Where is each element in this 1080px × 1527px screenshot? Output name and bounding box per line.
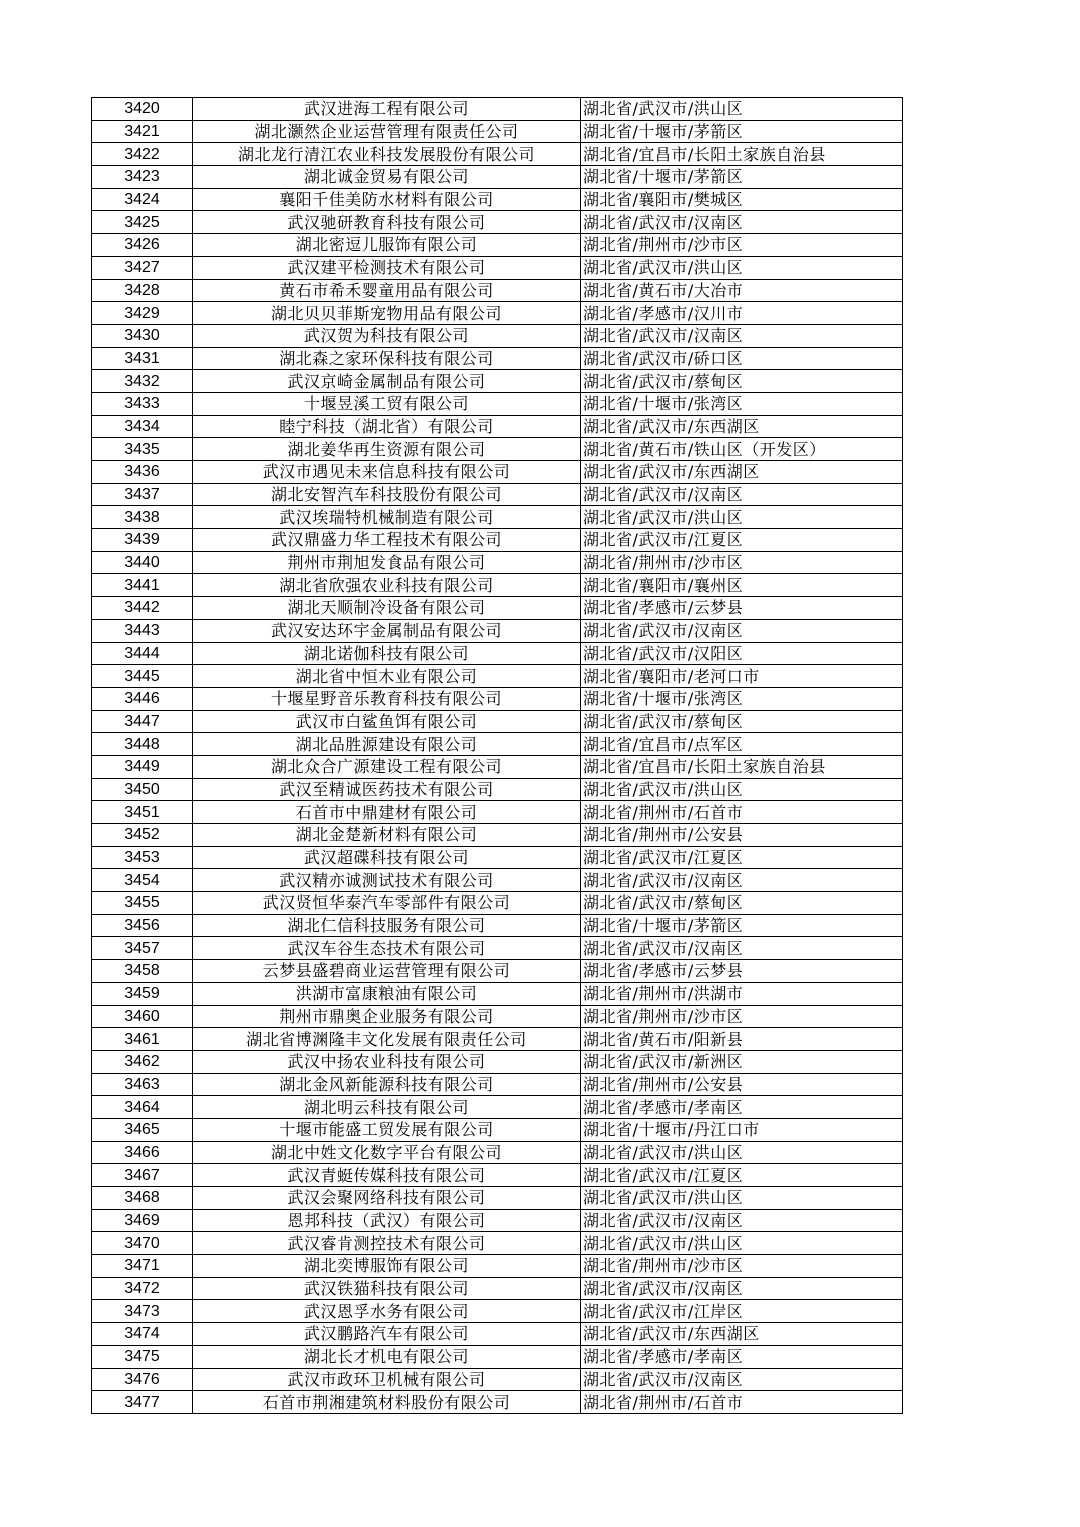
table-row xyxy=(92,143,903,166)
row-number: 3476 xyxy=(92,1368,193,1391)
row-number: 3432 xyxy=(92,370,193,393)
company-name: 湖北诺伽科技有限公司 xyxy=(193,642,581,665)
company-region: 湖北省/荆州市/沙市区 xyxy=(581,551,903,574)
company-name: 武汉会聚网络科技有限公司 xyxy=(193,1187,581,1210)
company-region: 湖北省/武汉市/江夏区 xyxy=(581,529,903,552)
company-region: 湖北省/武汉市/江夏区 xyxy=(581,846,903,869)
row-number: 3441 xyxy=(92,574,193,597)
table-row xyxy=(92,574,903,597)
table-row xyxy=(92,1323,903,1346)
row-number: 3459 xyxy=(92,982,193,1005)
company-region: 湖北省/武汉市/洪山区 xyxy=(581,98,903,121)
company-region: 湖北省/十堰市/茅箭区 xyxy=(581,166,903,189)
company-name: 湖北奕博服饰有限公司 xyxy=(193,1255,581,1278)
row-number: 3461 xyxy=(92,1028,193,1051)
company-region: 湖北省/武汉市/汉阳区 xyxy=(581,642,903,665)
company-region: 湖北省/孝感市/云梦县 xyxy=(581,960,903,983)
row-number: 3455 xyxy=(92,892,193,915)
company-region: 湖北省/武汉市/新洲区 xyxy=(581,1050,903,1073)
company-name: 武汉贤恒华泰汽车零部件有限公司 xyxy=(193,892,581,915)
company-name: 湖北森之家环保科技有限公司 xyxy=(193,347,581,370)
company-name: 武汉中扬农业科技有限公司 xyxy=(193,1050,581,1073)
table-row xyxy=(92,461,903,484)
company-region: 湖北省/武汉市/汉南区 xyxy=(581,1277,903,1300)
row-number: 3447 xyxy=(92,710,193,733)
company-name: 十堰昱溪工贸有限公司 xyxy=(193,392,581,415)
row-number: 3424 xyxy=(92,188,193,211)
table-row xyxy=(92,937,903,960)
company-table xyxy=(91,97,903,1414)
table-row xyxy=(92,347,903,370)
company-name: 湖北金楚新材料有限公司 xyxy=(193,824,581,847)
company-name: 恩邦科技（武汉）有限公司 xyxy=(193,1209,581,1232)
company-region: 湖北省/黄石市/铁山区（开发区） xyxy=(581,438,903,461)
company-name: 武汉市白鲨鱼饵有限公司 xyxy=(193,710,581,733)
company-name: 武汉安达环宇金属制品有限公司 xyxy=(193,619,581,642)
row-number: 3453 xyxy=(92,846,193,869)
company-region: 湖北省/武汉市/江夏区 xyxy=(581,1164,903,1187)
table-row xyxy=(92,619,903,642)
company-name: 武汉驰研教育科技有限公司 xyxy=(193,211,581,234)
row-number: 3422 xyxy=(92,143,193,166)
company-name: 武汉铁猫科技有限公司 xyxy=(193,1277,581,1300)
table-row xyxy=(92,1345,903,1368)
row-number: 3427 xyxy=(92,256,193,279)
row-number: 3448 xyxy=(92,733,193,756)
table-row xyxy=(92,438,903,461)
company-name: 武汉进海工程有限公司 xyxy=(193,98,581,121)
table-row xyxy=(92,392,903,415)
company-name: 十堰市能盛工贸发展有限公司 xyxy=(193,1118,581,1141)
company-region: 湖北省/武汉市/汉南区 xyxy=(581,1368,903,1391)
row-number: 3466 xyxy=(92,1141,193,1164)
company-region: 湖北省/武汉市/汉南区 xyxy=(581,1209,903,1232)
company-region: 湖北省/荆州市/洪湖市 xyxy=(581,982,903,1005)
table-row xyxy=(92,1073,903,1096)
table-row xyxy=(92,1391,903,1414)
row-number: 3442 xyxy=(92,597,193,620)
company-name: 湖北明云科技有限公司 xyxy=(193,1096,581,1119)
table-row xyxy=(92,1118,903,1141)
table-row xyxy=(92,529,903,552)
table-row xyxy=(92,1028,903,1051)
table-row xyxy=(92,1141,903,1164)
company-region: 湖北省/武汉市/汉南区 xyxy=(581,483,903,506)
table-row xyxy=(92,1096,903,1119)
company-name: 武汉贺为科技有限公司 xyxy=(193,324,581,347)
company-region: 湖北省/武汉市/洪山区 xyxy=(581,1232,903,1255)
table-row xyxy=(92,256,903,279)
company-name: 湖北省中恒木业有限公司 xyxy=(193,665,581,688)
company-region: 湖北省/武汉市/东西湖区 xyxy=(581,461,903,484)
company-name: 湖北龙行清江农业科技发展股份有限公司 xyxy=(193,143,581,166)
row-number: 3474 xyxy=(92,1323,193,1346)
row-number: 3445 xyxy=(92,665,193,688)
table-row xyxy=(92,1300,903,1323)
table-row xyxy=(92,1050,903,1073)
company-name: 湖北长才机电有限公司 xyxy=(193,1345,581,1368)
row-number: 3464 xyxy=(92,1096,193,1119)
row-number: 3450 xyxy=(92,778,193,801)
table-row xyxy=(92,1232,903,1255)
company-name: 武汉精亦诚测试技术有限公司 xyxy=(193,869,581,892)
row-number: 3467 xyxy=(92,1164,193,1187)
table-row xyxy=(92,710,903,733)
row-number: 3463 xyxy=(92,1073,193,1096)
table-row xyxy=(92,234,903,257)
company-name: 武汉睿肯测控技术有限公司 xyxy=(193,1232,581,1255)
table-row xyxy=(92,801,903,824)
row-number: 3449 xyxy=(92,755,193,778)
table-row xyxy=(92,1368,903,1391)
table-row xyxy=(92,1187,903,1210)
company-name: 武汉超碟科技有限公司 xyxy=(193,846,581,869)
company-region: 湖北省/武汉市/蔡甸区 xyxy=(581,710,903,733)
row-number: 3421 xyxy=(92,120,193,143)
company-name: 湖北贝贝菲斯宠物用品有限公司 xyxy=(193,302,581,325)
company-region: 湖北省/荆州市/公安县 xyxy=(581,824,903,847)
row-number: 3458 xyxy=(92,960,193,983)
row-number: 3451 xyxy=(92,801,193,824)
company-name: 湖北省博渊隆丰文化发展有限责任公司 xyxy=(193,1028,581,1051)
table-row xyxy=(92,1255,903,1278)
table-row xyxy=(92,483,903,506)
row-number: 3430 xyxy=(92,324,193,347)
row-number: 3428 xyxy=(92,279,193,302)
table-row xyxy=(92,211,903,234)
row-number: 3475 xyxy=(92,1345,193,1368)
company-region: 湖北省/武汉市/汉南区 xyxy=(581,937,903,960)
table-row xyxy=(92,755,903,778)
table-row xyxy=(92,733,903,756)
company-region: 湖北省/荆州市/石首市 xyxy=(581,1391,903,1414)
company-name: 武汉至精诚医药技术有限公司 xyxy=(193,778,581,801)
table-row xyxy=(92,415,903,438)
table-row xyxy=(92,960,903,983)
company-region: 湖北省/武汉市/东西湖区 xyxy=(581,1323,903,1346)
company-name: 湖北灏然企业运营管理有限责任公司 xyxy=(193,120,581,143)
company-name: 武汉市遇见未来信息科技有限公司 xyxy=(193,461,581,484)
company-region: 湖北省/武汉市/洪山区 xyxy=(581,256,903,279)
company-name: 武汉建平检测技术有限公司 xyxy=(193,256,581,279)
company-name: 十堰星野音乐教育科技有限公司 xyxy=(193,687,581,710)
row-number: 3460 xyxy=(92,1005,193,1028)
company-name: 湖北诚金贸易有限公司 xyxy=(193,166,581,189)
table-row xyxy=(92,166,903,189)
company-name: 睦宁科技（湖北省）有限公司 xyxy=(193,415,581,438)
row-number: 3423 xyxy=(92,166,193,189)
company-region: 湖北省/十堰市/张湾区 xyxy=(581,392,903,415)
company-region: 湖北省/武汉市/洪山区 xyxy=(581,506,903,529)
company-name: 湖北姜华再生资源有限公司 xyxy=(193,438,581,461)
company-name: 湖北仁信科技服务有限公司 xyxy=(193,914,581,937)
company-region: 湖北省/武汉市/洪山区 xyxy=(581,1141,903,1164)
company-region: 湖北省/宜昌市/长阳土家族自治县 xyxy=(581,143,903,166)
table-row xyxy=(92,824,903,847)
company-name: 湖北密逗儿服饰有限公司 xyxy=(193,234,581,257)
company-region: 湖北省/十堰市/丹江口市 xyxy=(581,1118,903,1141)
row-number: 3434 xyxy=(92,415,193,438)
table-row xyxy=(92,188,903,211)
company-region: 湖北省/荆州市/沙市区 xyxy=(581,1255,903,1278)
company-name: 武汉埃瑞特机械制造有限公司 xyxy=(193,506,581,529)
table-row xyxy=(92,687,903,710)
company-name: 湖北安智汽车科技股份有限公司 xyxy=(193,483,581,506)
company-region: 湖北省/十堰市/茅箭区 xyxy=(581,914,903,937)
company-name: 武汉青蜓传媒科技有限公司 xyxy=(193,1164,581,1187)
company-name: 武汉鹏路汽车有限公司 xyxy=(193,1323,581,1346)
company-region: 湖北省/荆州市/沙市区 xyxy=(581,234,903,257)
company-name: 湖北品胜源建设有限公司 xyxy=(193,733,581,756)
company-name: 石首市荆湘建筑材料股份有限公司 xyxy=(193,1391,581,1414)
row-number: 3473 xyxy=(92,1300,193,1323)
table-row xyxy=(92,1164,903,1187)
row-number: 3472 xyxy=(92,1277,193,1300)
table-row xyxy=(92,642,903,665)
table-row xyxy=(92,1277,903,1300)
table-row xyxy=(92,914,903,937)
company-region: 湖北省/武汉市/汉南区 xyxy=(581,619,903,642)
company-region: 湖北省/武汉市/蔡甸区 xyxy=(581,370,903,393)
row-number: 3452 xyxy=(92,824,193,847)
table-row xyxy=(92,279,903,302)
row-number: 3456 xyxy=(92,914,193,937)
row-number: 3439 xyxy=(92,529,193,552)
table-row xyxy=(92,846,903,869)
company-region: 湖北省/十堰市/张湾区 xyxy=(581,687,903,710)
company-region: 湖北省/武汉市/洪山区 xyxy=(581,778,903,801)
row-number: 3440 xyxy=(92,551,193,574)
company-region: 湖北省/荆州市/沙市区 xyxy=(581,1005,903,1028)
company-region: 湖北省/孝感市/孝南区 xyxy=(581,1096,903,1119)
company-region: 湖北省/武汉市/东西湖区 xyxy=(581,415,903,438)
company-region: 湖北省/荆州市/公安县 xyxy=(581,1073,903,1096)
table-row xyxy=(92,869,903,892)
company-region: 湖北省/黄石市/阳新县 xyxy=(581,1028,903,1051)
company-name: 湖北天顺制冷设备有限公司 xyxy=(193,597,581,620)
row-number: 3468 xyxy=(92,1187,193,1210)
row-number: 3426 xyxy=(92,234,193,257)
row-number: 3435 xyxy=(92,438,193,461)
row-number: 3471 xyxy=(92,1255,193,1278)
company-name: 湖北中姓文化数字平台有限公司 xyxy=(193,1141,581,1164)
company-name: 武汉市政环卫机械有限公司 xyxy=(193,1368,581,1391)
table-row xyxy=(92,324,903,347)
table-row xyxy=(92,302,903,325)
company-name: 石首市中鼎建材有限公司 xyxy=(193,801,581,824)
company-name: 湖北省欣强农业科技有限公司 xyxy=(193,574,581,597)
row-number: 3444 xyxy=(92,642,193,665)
company-region: 湖北省/宜昌市/点军区 xyxy=(581,733,903,756)
row-number: 3425 xyxy=(92,211,193,234)
company-region: 湖北省/武汉市/洪山区 xyxy=(581,1187,903,1210)
table-row xyxy=(92,370,903,393)
row-number: 3465 xyxy=(92,1118,193,1141)
row-number: 3470 xyxy=(92,1232,193,1255)
company-region: 湖北省/荆州市/石首市 xyxy=(581,801,903,824)
row-number: 3429 xyxy=(92,302,193,325)
row-number: 3438 xyxy=(92,506,193,529)
company-name: 荆州市鼎奥企业服务有限公司 xyxy=(193,1005,581,1028)
company-region: 湖北省/武汉市/汉南区 xyxy=(581,869,903,892)
company-name: 武汉鼎盛力华工程技术有限公司 xyxy=(193,529,581,552)
row-number: 3469 xyxy=(92,1209,193,1232)
company-name: 荆州市荆旭发食品有限公司 xyxy=(193,551,581,574)
company-name: 黄石市希禾婴童用品有限公司 xyxy=(193,279,581,302)
company-region: 湖北省/黄石市/大冶市 xyxy=(581,279,903,302)
company-name: 洪湖市富康粮油有限公司 xyxy=(193,982,581,1005)
company-region: 湖北省/武汉市/硚口区 xyxy=(581,347,903,370)
row-number: 3462 xyxy=(92,1050,193,1073)
company-region: 湖北省/孝感市/汉川市 xyxy=(581,302,903,325)
row-number: 3431 xyxy=(92,347,193,370)
company-region: 湖北省/十堰市/茅箭区 xyxy=(581,120,903,143)
company-region: 湖北省/襄阳市/樊城区 xyxy=(581,188,903,211)
table-row xyxy=(92,506,903,529)
company-region: 湖北省/襄阳市/襄州区 xyxy=(581,574,903,597)
company-region: 湖北省/武汉市/汉南区 xyxy=(581,324,903,347)
company-region: 湖北省/襄阳市/老河口市 xyxy=(581,665,903,688)
row-number: 3436 xyxy=(92,461,193,484)
row-number: 3420 xyxy=(92,98,193,121)
company-name: 湖北众合广源建设工程有限公司 xyxy=(193,755,581,778)
table-row xyxy=(92,1005,903,1028)
company-name: 武汉车谷生态技术有限公司 xyxy=(193,937,581,960)
table-row xyxy=(92,892,903,915)
company-region: 湖北省/武汉市/江岸区 xyxy=(581,1300,903,1323)
company-region: 湖北省/武汉市/汉南区 xyxy=(581,211,903,234)
company-region: 湖北省/孝感市/云梦县 xyxy=(581,597,903,620)
row-number: 3446 xyxy=(92,687,193,710)
row-number: 3477 xyxy=(92,1391,193,1414)
table-row xyxy=(92,778,903,801)
table-row xyxy=(92,120,903,143)
table-body xyxy=(92,98,903,1414)
row-number: 3433 xyxy=(92,392,193,415)
row-number: 3437 xyxy=(92,483,193,506)
table-row xyxy=(92,551,903,574)
table-row xyxy=(92,665,903,688)
table-row xyxy=(92,98,903,121)
table-row xyxy=(92,597,903,620)
company-name: 襄阳千佳美防水材料有限公司 xyxy=(193,188,581,211)
table-row xyxy=(92,1209,903,1232)
table-row xyxy=(92,982,903,1005)
company-name: 武汉恩孚水务有限公司 xyxy=(193,1300,581,1323)
row-number: 3443 xyxy=(92,619,193,642)
company-region: 湖北省/宜昌市/长阳土家族自治县 xyxy=(581,755,903,778)
company-name: 湖北金风新能源科技有限公司 xyxy=(193,1073,581,1096)
company-region: 湖北省/武汉市/蔡甸区 xyxy=(581,892,903,915)
row-number: 3454 xyxy=(92,869,193,892)
company-name: 武汉京崎金属制品有限公司 xyxy=(193,370,581,393)
row-number: 3457 xyxy=(92,937,193,960)
company-name: 云梦县盛碧商业运营管理有限公司 xyxy=(193,960,581,983)
company-region: 湖北省/孝感市/孝南区 xyxy=(581,1345,903,1368)
